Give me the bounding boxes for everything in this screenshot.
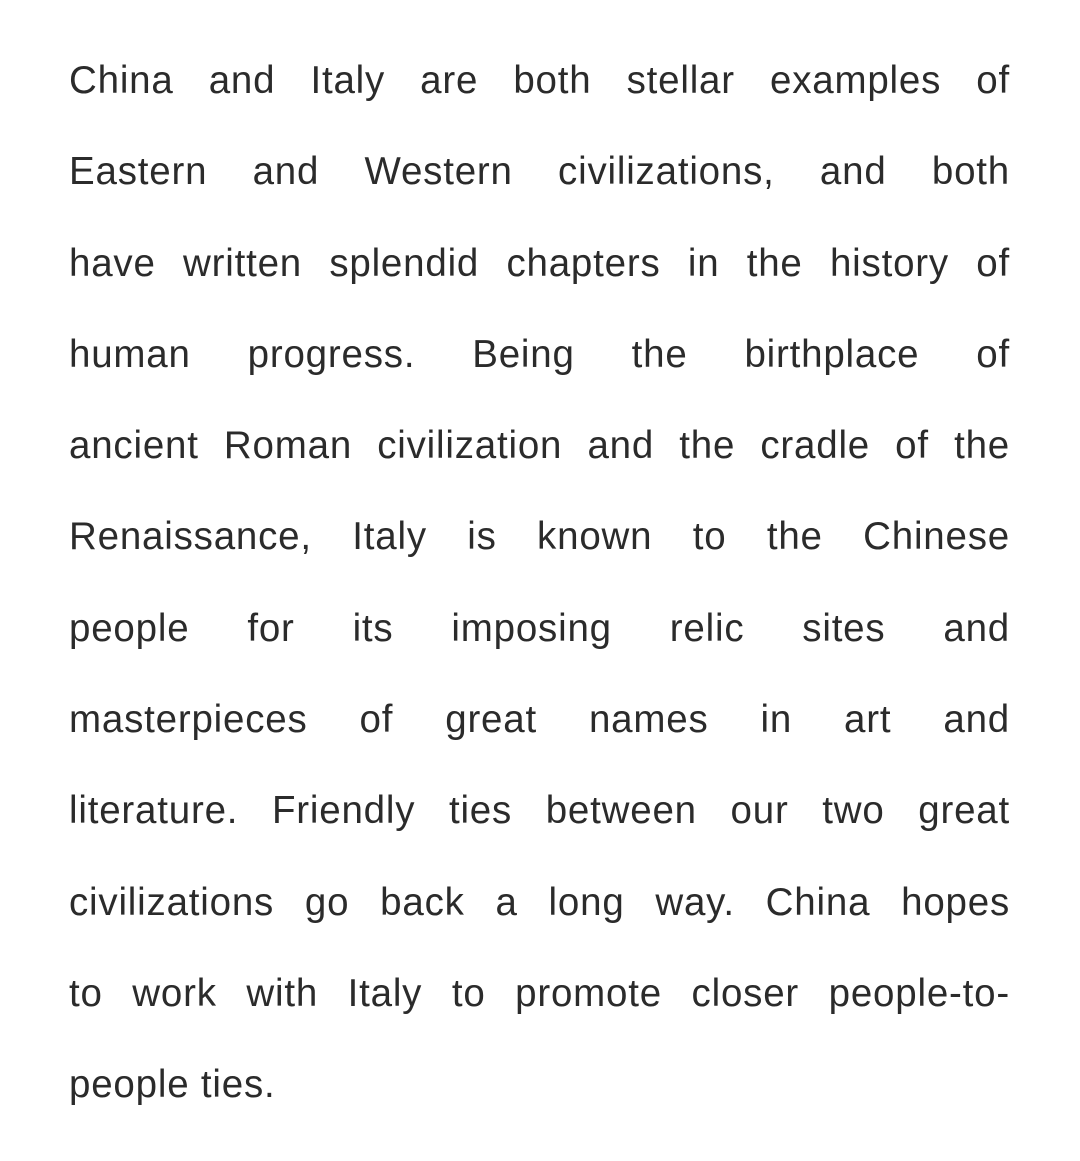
text-line: people for its imposing relic sites and [69, 606, 1010, 650]
article [69, 35, 1010, 1131]
text-line: civilizations go back a long way. China hopes [69, 880, 1010, 924]
text-line: have written splendid chapters in the history of [69, 241, 1010, 285]
text-line: literature. Friendly ties between our two great [69, 789, 1010, 833]
text-line: China and Italy are both stellar examples of [69, 59, 1010, 102]
text-line: Renaissance, Italy is known to the Chinese [69, 515, 1010, 559]
text-line: masterpieces of great names in art and [69, 698, 1010, 742]
text-line: ancient Roman civilization and the cradle of the [69, 424, 1010, 468]
text-line: human progress. Being the birthplace of [69, 332, 1010, 376]
text-line: Eastern and Western civilizations, and both [69, 150, 1010, 194]
text-line: to work with Italy to promote closer people-to- [69, 971, 1010, 1015]
text-line: people ties. [69, 1063, 276, 1107]
paragraph [69, 35, 1010, 1131]
